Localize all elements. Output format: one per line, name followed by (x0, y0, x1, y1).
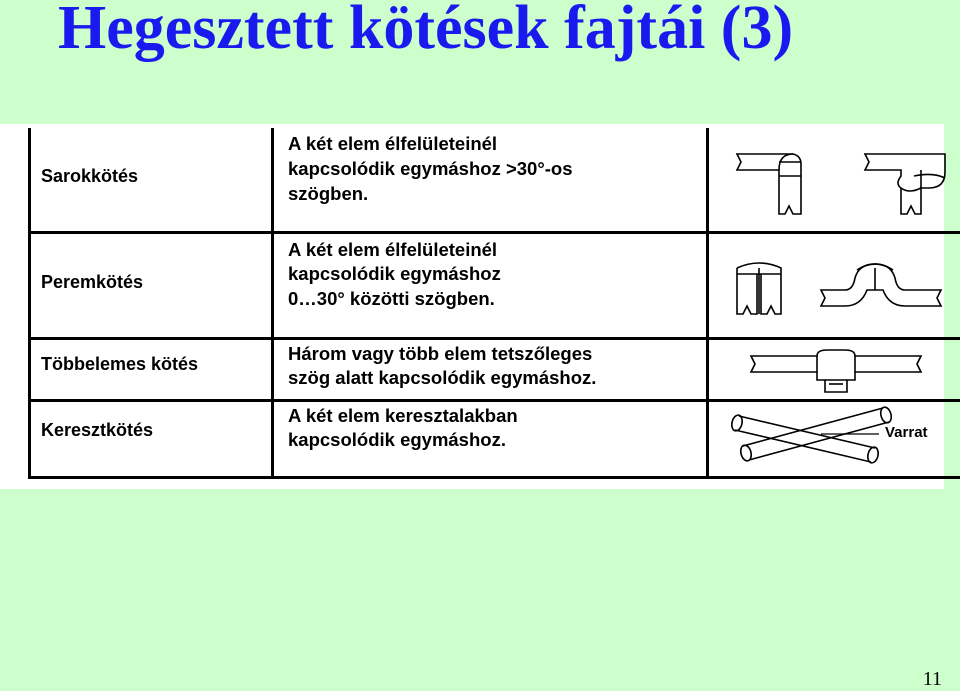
description-line: kapcsolódik egymáshoz >30°-os (288, 157, 573, 179)
joint-types-panel (0, 124, 944, 489)
joint-name: Peremkötés (30, 232, 273, 338)
joint-description (273, 128, 708, 232)
description-line: Három vagy több elem tetszőleges (288, 342, 593, 364)
weld-label: Varrat (885, 423, 928, 441)
joint-types-table (28, 128, 960, 479)
description-line: szögben. (288, 182, 369, 204)
description-line: A két elem keresztalakban (288, 404, 518, 426)
table-row (30, 338, 960, 400)
description-line: szög alatt kapcsolódik egymáshoz. (288, 367, 597, 389)
joint-description (273, 400, 708, 477)
cross-joint-drawing (708, 400, 960, 477)
joint-name: Keresztkötés (30, 400, 273, 477)
flange-joint-drawing (708, 232, 960, 338)
page-number: 11 (922, 668, 942, 690)
joint-description (273, 232, 708, 338)
joint-name: Többelemes kötés (30, 338, 273, 400)
corner-joint-drawing (708, 128, 960, 232)
table-row (30, 232, 960, 338)
table-row (30, 400, 960, 477)
description-line: kapcsolódik egymáshoz. (288, 429, 506, 451)
description-line: kapcsolódik egymáshoz (288, 263, 501, 285)
multi-element-joint-drawing (708, 338, 960, 400)
description-line: A két elem élfelületeinél (288, 133, 498, 154)
slide-title: Hegesztett kötések fajtái (3) (58, 0, 794, 62)
description-line: 0…30° közötti szögben. (288, 288, 495, 310)
description-line: A két elem élfelületeinél (288, 238, 498, 260)
joint-name: Sarokkötés (30, 128, 273, 232)
joint-description (273, 338, 708, 400)
table-row (30, 128, 960, 232)
